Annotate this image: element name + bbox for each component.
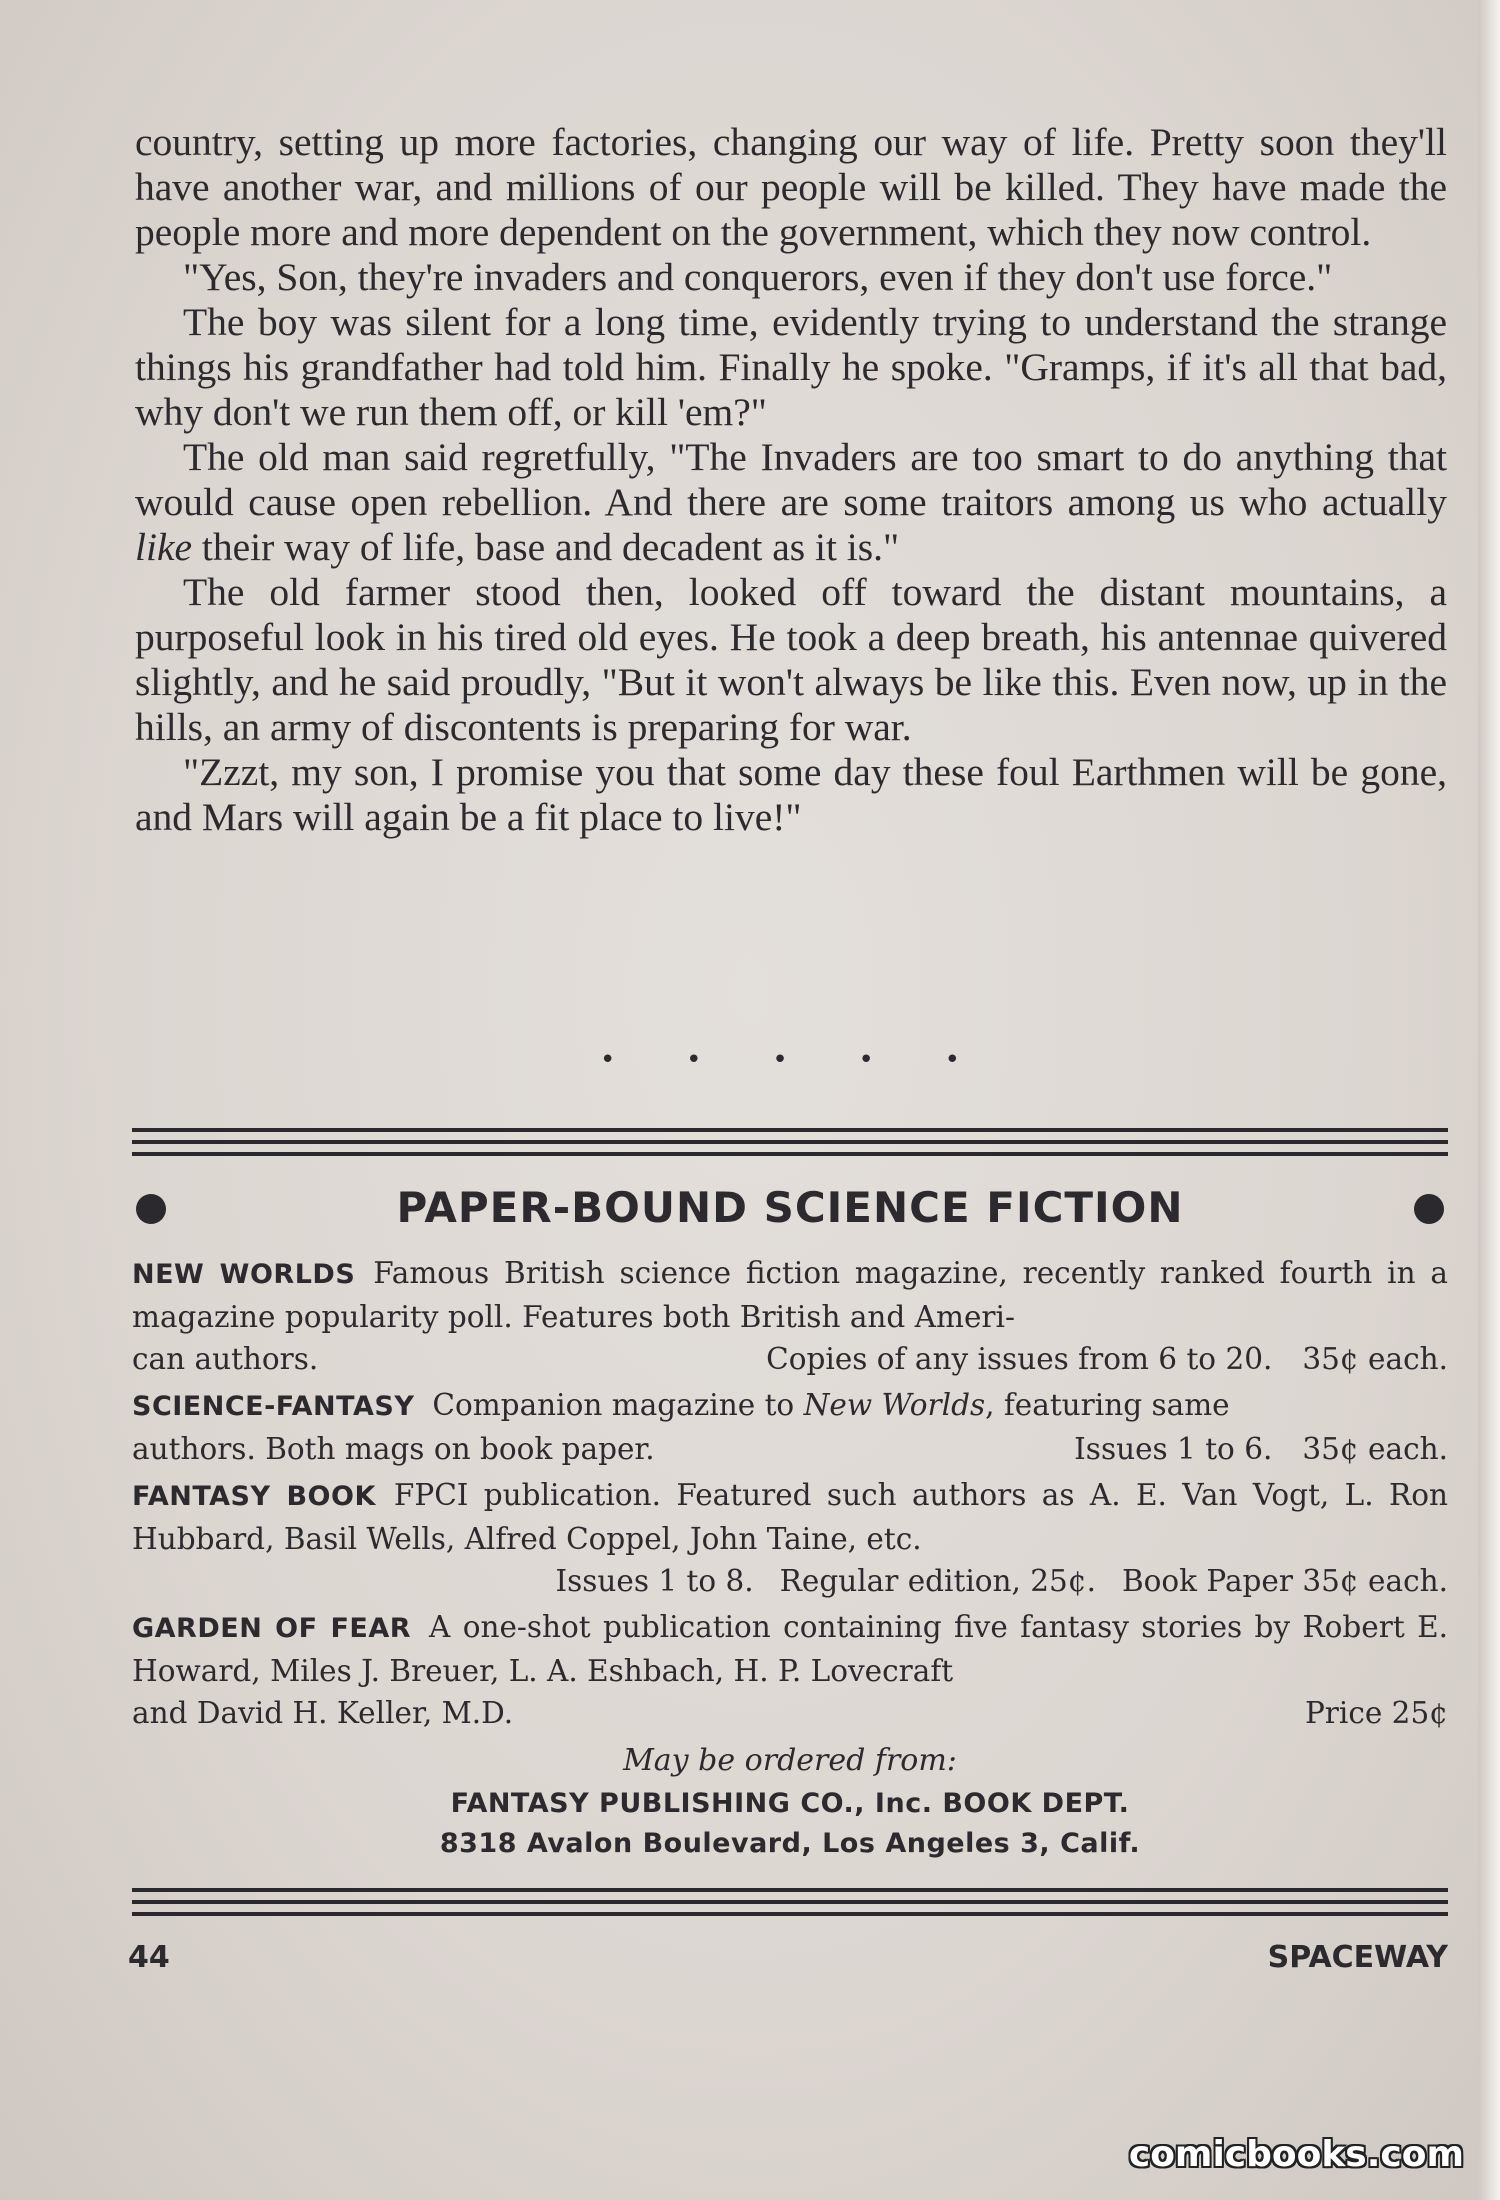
story-text-run: The old man said regretfully, "The Invaders are too smart to do anything that would cause open rebellion. And there are some traitors among us who actually: [135, 435, 1447, 524]
section-separator: [600, 1040, 960, 1080]
ad-entry-price: Book Paper 35¢ each.: [1121, 1564, 1448, 1598]
page-number: 44: [128, 1940, 170, 1975]
ad-entry-name: SCIENCE-FANTASY: [132, 1391, 415, 1422]
ad-entry-price: 35¢ each.: [1302, 1342, 1448, 1376]
story-paragraph: The boy was silent for a long time, evidently trying to understand the strange things his grandfather had told him. Finally he spoke. "Gramps, if it's all that bad, why don't we run them off, or kill 'em?": [135, 300, 1447, 434]
ad-entry-text: authors. Both mags on book paper.: [132, 1432, 655, 1466]
top-triple-rule: [132, 1128, 1448, 1156]
ad-entry-text: Companion magazine to: [432, 1388, 804, 1422]
separator-dot: •: [686, 1045, 702, 1075]
ad-entry-name: GARDEN OF FEAR: [132, 1613, 412, 1644]
separator-dot: •: [858, 1045, 874, 1075]
story-paragraph: "Zzzt, my son, I promise you that some day these foul Earthmen will be gone, and Mars will again be a fit place to live!": [135, 750, 1447, 839]
publisher-name: FANTASY PUBLISHING CO., Inc. BOOK DEPT.: [450, 1788, 1130, 1819]
story-italic-word: like: [135, 525, 193, 569]
ad-entry-text: can authors.: [132, 1342, 319, 1376]
ad-entry-text: Famous British science fiction magazine, recently ranked fourth in a magazine popularity poll. Features both British and Ameri-: [132, 1256, 1448, 1334]
bullet-icon: [1414, 1194, 1444, 1224]
publisher-address: 8318 Avalon Boulevard, Los Angeles 3, Calif.: [439, 1828, 1141, 1859]
story-paragraph: "Yes, Son, they're invaders and conquerors, even if they don't use force.": [183, 255, 1333, 299]
story-text-run: their way of life, base and decadent as it is.": [192, 525, 900, 569]
ad-entry-garden-of-fear: [132, 1606, 1448, 1734]
separator-dot: •: [944, 1045, 960, 1075]
ad-entry-regular-price: Regular edition, 25¢.: [779, 1564, 1096, 1598]
ad-entry-fantasy-book: [132, 1474, 1448, 1602]
story-paragraph: [135, 435, 1447, 570]
ad-entry-science-fantasy: [132, 1384, 1448, 1470]
ad-entry-new-worlds: [132, 1252, 1448, 1380]
ad-entry-issues: Issues 1 to 8.: [555, 1564, 754, 1598]
order-from-text: May be ordered from:: [623, 1743, 957, 1778]
ad-entry-issues: Issues 1 to 6.: [1074, 1432, 1273, 1466]
ad-entry-price: 35¢ each.: [1302, 1432, 1448, 1466]
story-text: [135, 120, 1447, 840]
ad-entry-text: FPCI publication. Featured such authors as A. E. Van Vogt, L. Ron Hubbard, Basil Wells, Alfred Coppel, John Taine, etc.: [132, 1478, 1448, 1556]
bullet-icon: [136, 1194, 166, 1224]
ad-entry-name: NEW WORLDS: [132, 1259, 356, 1290]
separator-dot: •: [600, 1045, 616, 1075]
ad-entry-issues: Copies of any issues from 6 to 20.: [766, 1342, 1273, 1376]
ad-entry-name: FANTASY BOOK: [132, 1481, 376, 1512]
ad-title-text: PAPER-BOUND SCIENCE FICTION: [396, 1183, 1184, 1232]
ad-entry-text: , featuring same: [985, 1388, 1230, 1422]
ad-entry-text: A one-shot publication containing five fantasy stories by Robert E. Howard, Miles J. Breuer, L. A. Eshbach, H. P. Lovecraft: [132, 1610, 1448, 1688]
ad-entry-text: and David H. Keller, M.D.: [132, 1696, 514, 1730]
ad-title: [132, 1178, 1448, 1238]
page-edge-shadow: [1478, 0, 1500, 2200]
story-paragraph: country, setting up more factories, changing our way of life. Pretty soon they'll have another war, and millions of our people will be killed. They have made the people more and more dependent on the government, which they now control.: [135, 120, 1447, 254]
ad-entry-italic: New Worlds: [803, 1388, 986, 1422]
advertisement: [132, 1252, 1448, 1864]
watermark: comicbooks.com: [1128, 2134, 1464, 2175]
story-paragraph: The old farmer stood then, looked off toward the distant mountains, a purposeful look in his tired old eyes. He took a deep breath, his antennae quivered slightly, and he said proudly, "But it won't always be like this. Even now, up in the hills, an army of discontents is preparing for war.: [135, 570, 1447, 749]
ad-entry-price: Price 25¢: [1304, 1696, 1448, 1730]
bottom-triple-rule: [132, 1888, 1448, 1916]
magazine-name: SPACEWAY: [1267, 1940, 1448, 1975]
separator-dot: •: [772, 1045, 788, 1075]
